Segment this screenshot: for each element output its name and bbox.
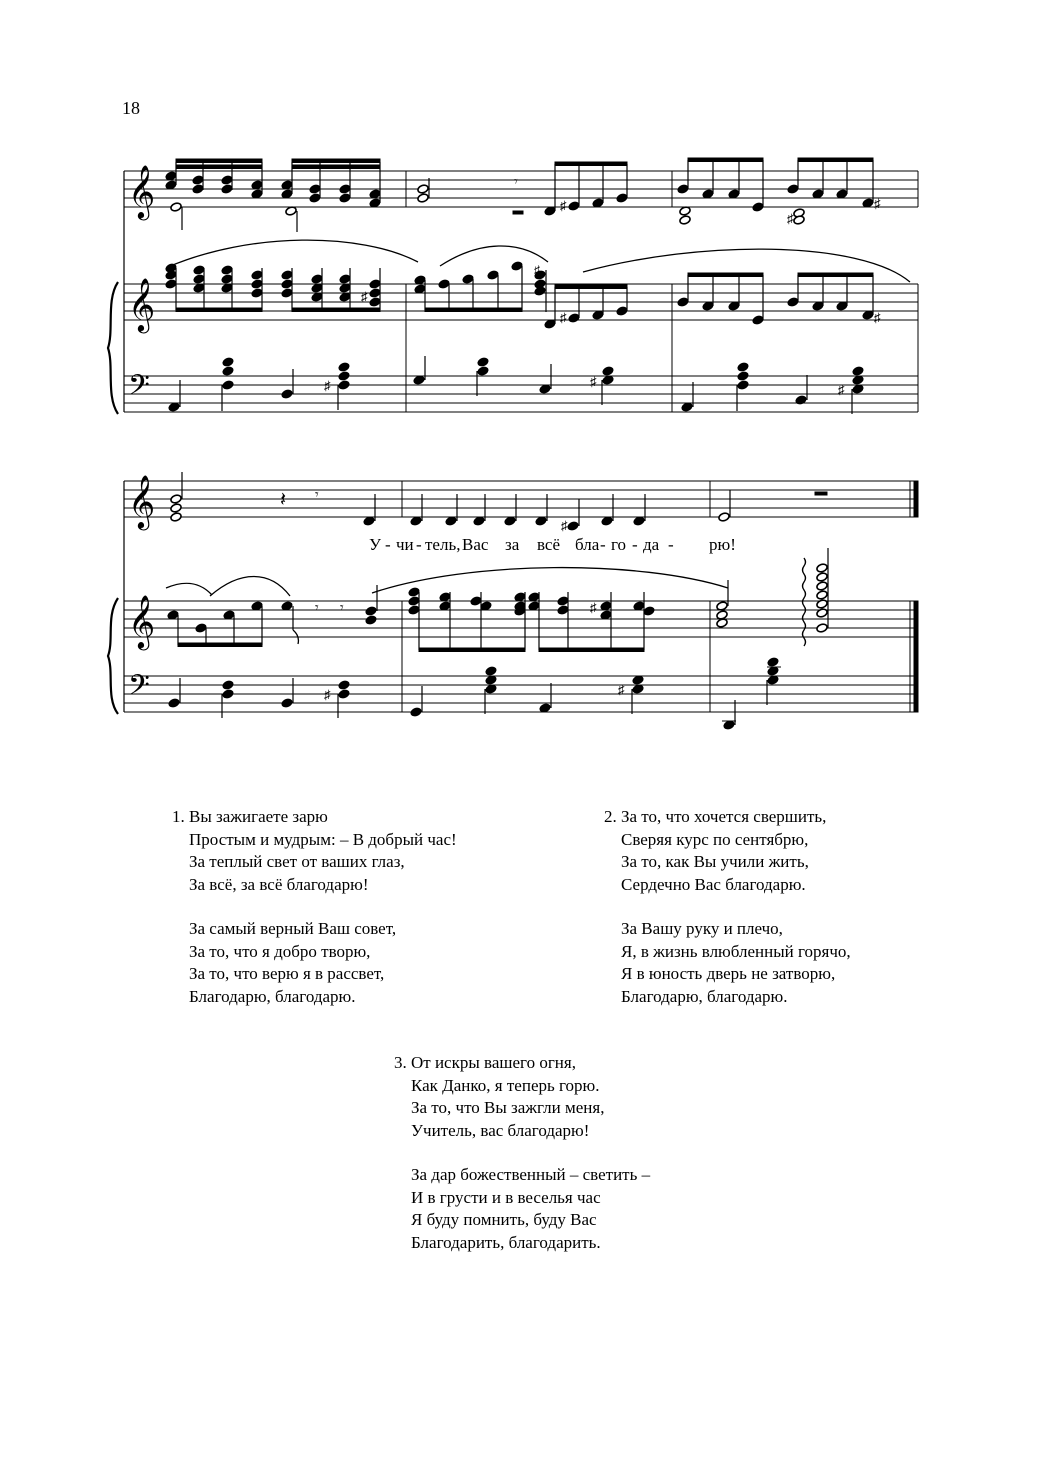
vocal-staff-2: [124, 481, 918, 517]
verse-line: Сердечно Вас благодарю.: [621, 874, 806, 894]
svg-text:𝄾: 𝄾: [315, 487, 319, 503]
svg-text:♯: ♯: [874, 310, 881, 325]
piano-bass-staff-1: [124, 376, 918, 412]
lyric-syllable: за: [505, 535, 520, 554]
verse-line: Я в юность дверь не затворю,: [621, 964, 836, 983]
lyric-syllable: -: [416, 535, 422, 554]
vocal-notes-m2-4: [417, 158, 881, 226]
lyric-syllable: -: [632, 535, 638, 554]
treble-clef-icon: 𝄞: [128, 277, 156, 331]
verse-line: И в грусти и в веселья час: [411, 1187, 601, 1207]
svg-text:♯: ♯: [560, 310, 567, 325]
verse-line: Я, в жизнь влюбленный горячо,: [621, 941, 851, 961]
svg-text:𝄽: 𝄽: [280, 487, 287, 511]
svg-text:♯: ♯: [361, 289, 368, 304]
svg-text:♯: ♯: [560, 198, 567, 213]
lyric-syllable: всё: [537, 535, 561, 554]
svg-text:♯: ♯: [874, 196, 881, 211]
svg-text:♯: ♯: [618, 682, 625, 697]
lyric-syllable: бла: [575, 535, 600, 554]
verse-2: [604, 806, 851, 1008]
verse-line: За то, что я добро творю,: [189, 941, 371, 961]
verse-line: От искры вашего огня,: [411, 1053, 576, 1072]
svg-text:♯: ♯: [324, 378, 331, 393]
verse-line: Вы зажигаете зарю: [189, 807, 328, 826]
vocal-notes-m1: [165, 159, 381, 232]
verse-line: За Вашу руку и плечо,: [621, 919, 783, 938]
piano-treble-staff-1: [124, 284, 918, 320]
svg-text:♯: ♯: [534, 263, 540, 277]
verse-line: Простым и мудрым: – В добрый час!: [189, 829, 457, 849]
svg-text:♯: ♯: [590, 374, 597, 389]
lyric-syllable: рю!: [709, 535, 736, 554]
treble-clef-icon: 𝄞: [128, 474, 156, 528]
verse-line: Я буду помнить, буду Вас: [411, 1210, 597, 1229]
lyric-syllable: тель,: [425, 535, 461, 554]
svg-text:♯: ♯: [590, 600, 597, 615]
verse-line: За дар божественный – светить –: [411, 1165, 651, 1184]
svg-text:♯: ♯: [787, 211, 794, 226]
verse-line: Благодарю, благодарю.: [189, 986, 356, 1006]
page-number: 18: [122, 98, 140, 118]
piano-treble-notes-2: [166, 548, 828, 652]
verse-3: [394, 1052, 650, 1254]
lyric-syllable: Вас: [462, 535, 489, 554]
verse-line: Благодарю, благодарю.: [621, 986, 788, 1006]
svg-text:♯: ♯: [561, 518, 568, 533]
verse-line: За теплый свет от ваших глаз,: [189, 852, 405, 871]
lyric-syllable: У: [369, 535, 382, 554]
verse-line: За всё, за всё благодарю!: [189, 874, 369, 894]
verse-1: [172, 806, 457, 1008]
verse-line: За самый верный Ваш совет,: [189, 919, 397, 938]
verse-line: Благодарить, благодарить.: [411, 1232, 601, 1252]
lyric-syllable: -: [385, 535, 391, 554]
svg-text:♯: ♯: [324, 687, 331, 702]
treble-clef-icon: 𝄞: [128, 164, 156, 218]
treble-clef-icon: 𝄞: [128, 594, 156, 648]
verse-line: Как Данко, я теперь горю.: [411, 1075, 600, 1095]
lyric-syllable: -: [600, 535, 606, 554]
bass-clef-icon: 𝄢: [128, 669, 150, 709]
svg-text:♯: ♯: [838, 382, 845, 397]
verse-line: За то, что Вы зажгли меня,: [411, 1098, 605, 1117]
verse-line: За то, что верю я в рассвет,: [189, 964, 385, 983]
lyric-syllable: -: [668, 535, 674, 554]
verse-line: Сверяя курс по сентябрю,: [621, 829, 809, 849]
verse-number: 1.: [172, 807, 185, 826]
verse-line: За то, что хочется свершить,: [621, 807, 827, 826]
vocal-staff-1: [124, 171, 918, 207]
verse-number: 3.: [394, 1053, 407, 1072]
svg-text:𝄾: 𝄾: [315, 600, 319, 616]
verse-number: 2.: [604, 807, 617, 826]
verse-line: Учитель, вас благодарю!: [411, 1120, 590, 1140]
svg-text:𝄾: 𝄾: [340, 600, 344, 616]
piano-bass-staff-2: [124, 676, 918, 712]
lyric-syllable: го: [611, 535, 627, 554]
piano-treble-notes-1: [165, 240, 910, 329]
lyric-syllable: чи: [396, 535, 414, 554]
bass-clef-icon: 𝄢: [128, 369, 150, 409]
system-2: [108, 481, 918, 714]
system-1: [108, 171, 918, 414]
verse-line: За то, как Вы учили жить,: [621, 852, 809, 871]
lyrics-line: [369, 535, 736, 554]
lyric-syllable: да: [643, 535, 660, 554]
svg-text:𝄾: 𝄾: [514, 174, 518, 190]
